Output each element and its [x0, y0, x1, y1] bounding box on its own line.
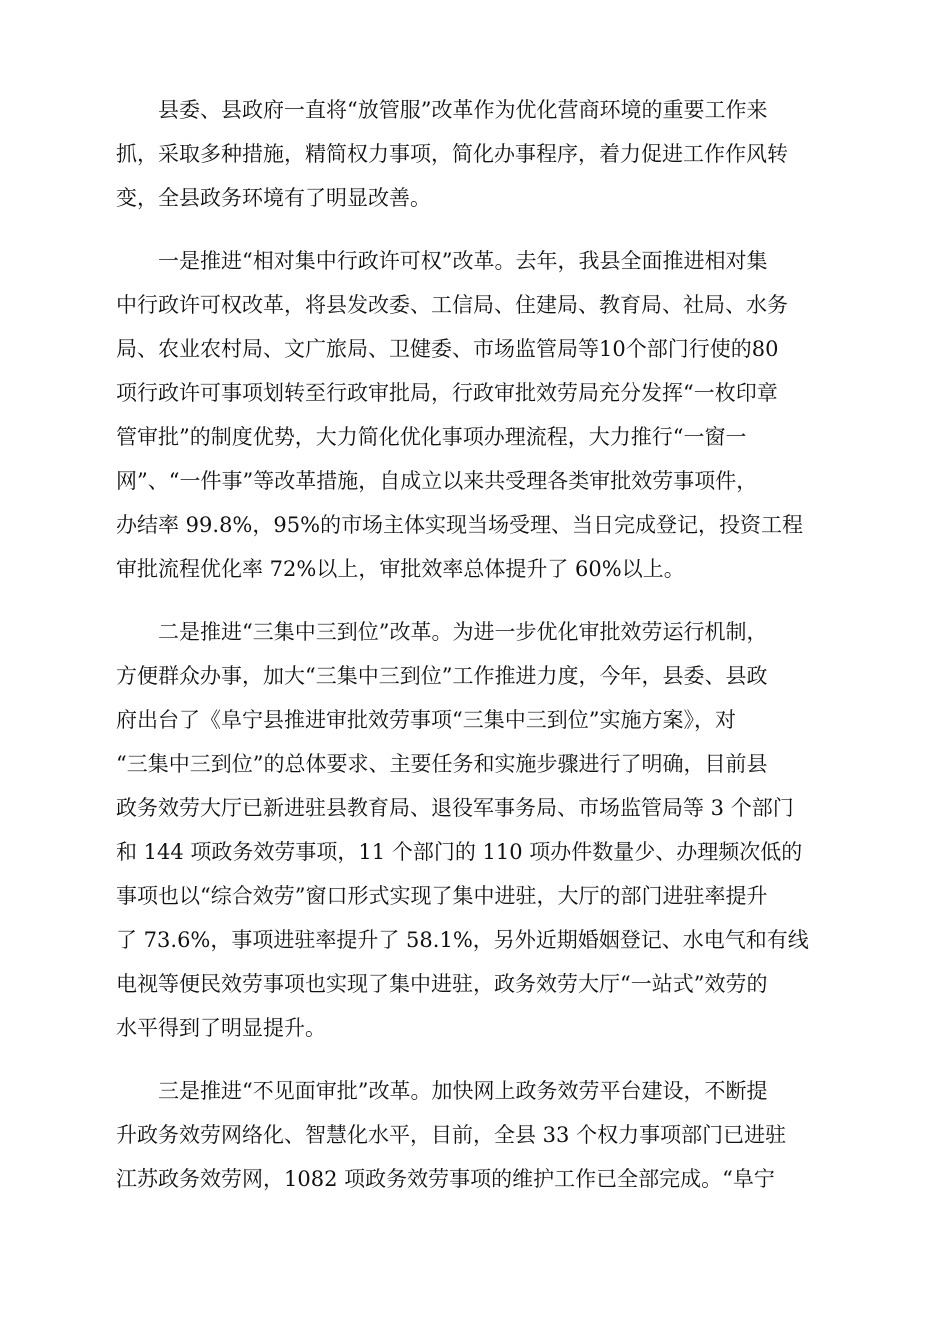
document-body	[116, 88, 832, 1220]
text-line: 办结率 99.8%，95%的市场主体实现当场受理、当日完成登记，投资工程	[116, 513, 804, 537]
text-line: “三集中三到位”的总体要求、主要任务和实施步骤进行了明确，目前县	[116, 752, 768, 776]
text-line: 县委、县政府一直将“放管服”改革作为优化营商环境的重要工作来	[116, 98, 768, 122]
paragraph-point-three	[116, 1069, 832, 1201]
text-line: 审批流程优化率 72%以上，审批效率总体提升了 60%以上。	[116, 557, 685, 581]
text-line: 江苏政务效劳网，1082 项政务效劳事项的维护工作已全部完成。“阜宁	[116, 1167, 775, 1191]
text-line: 二是推进“三集中三到位”改革。为进一步优化审批效劳运行机制，	[116, 620, 768, 644]
text-line: 局、农业农村局、文广旅局、卫健委、市场监管局等10个部门行使的80	[116, 337, 779, 361]
text-line: 了 73.6%，事项进驻率提升了 58.1%，另外近期婚姻登记、水电气和有线	[116, 928, 809, 952]
text-line: 中行政许可权改革，将县发改委、工信局、住建局、教育局、社局、水务	[116, 293, 788, 317]
text-line: 政务效劳大厅已新进驻县教育局、退役军事务局、市场监管局等 3 个部门	[116, 796, 794, 820]
text-line: 方便群众办事，加大“三集中三到位”工作推进力度，今年，县委、县政	[116, 664, 768, 688]
text-line: 和 144 项政务效劳事项，11 个部门的 110 项办件数量少、办理频次低的	[116, 840, 803, 864]
text-line: 水平得到了明显提升。	[116, 1016, 326, 1040]
paragraph-intro	[116, 88, 832, 220]
text-line: 三是推进“不见面审批”改革。加快网上政务效劳平台建设，不断提	[116, 1079, 768, 1103]
paragraph-point-one	[116, 239, 832, 591]
text-line: 项行政许可事项划转至行政审批局，行政审批效劳局充分发挥“一枚印章	[116, 381, 778, 405]
text-line: 电视等便民效劳事项也实现了集中进驻，政务效劳大厅“一站式”效劳的	[116, 972, 768, 996]
text-line: 事项也以“综合效劳”窗口形式实现了集中进驻，大厅的部门进驻率提升	[116, 884, 768, 908]
text-line: 变，全县政务环境有了明显改善。	[116, 186, 431, 210]
text-line: 升政务效劳网络化、智慧化水平，目前，全县 33 个权力事项部门已进驻	[116, 1123, 787, 1147]
paragraph-point-two	[116, 610, 832, 1050]
text-line: 一是推进“相对集中行政许可权”改革。去年，我县全面推进相对集	[116, 249, 768, 273]
text-line: 抓，采取多种措施，精简权力事项，简化办事程序，着力促进工作作风转	[116, 142, 788, 166]
text-line: 网”、“一件事”等改革措施，自成立以来共受理各类审批效劳事项件，	[116, 469, 758, 493]
text-line: 府出台了《阜宁县推进审批效劳事项“三集中三到位”实施方案》，对	[116, 708, 736, 732]
text-line: 管审批”的制度优势，大力简化优化事项办理流程，大力推行“一窗一	[116, 425, 747, 449]
